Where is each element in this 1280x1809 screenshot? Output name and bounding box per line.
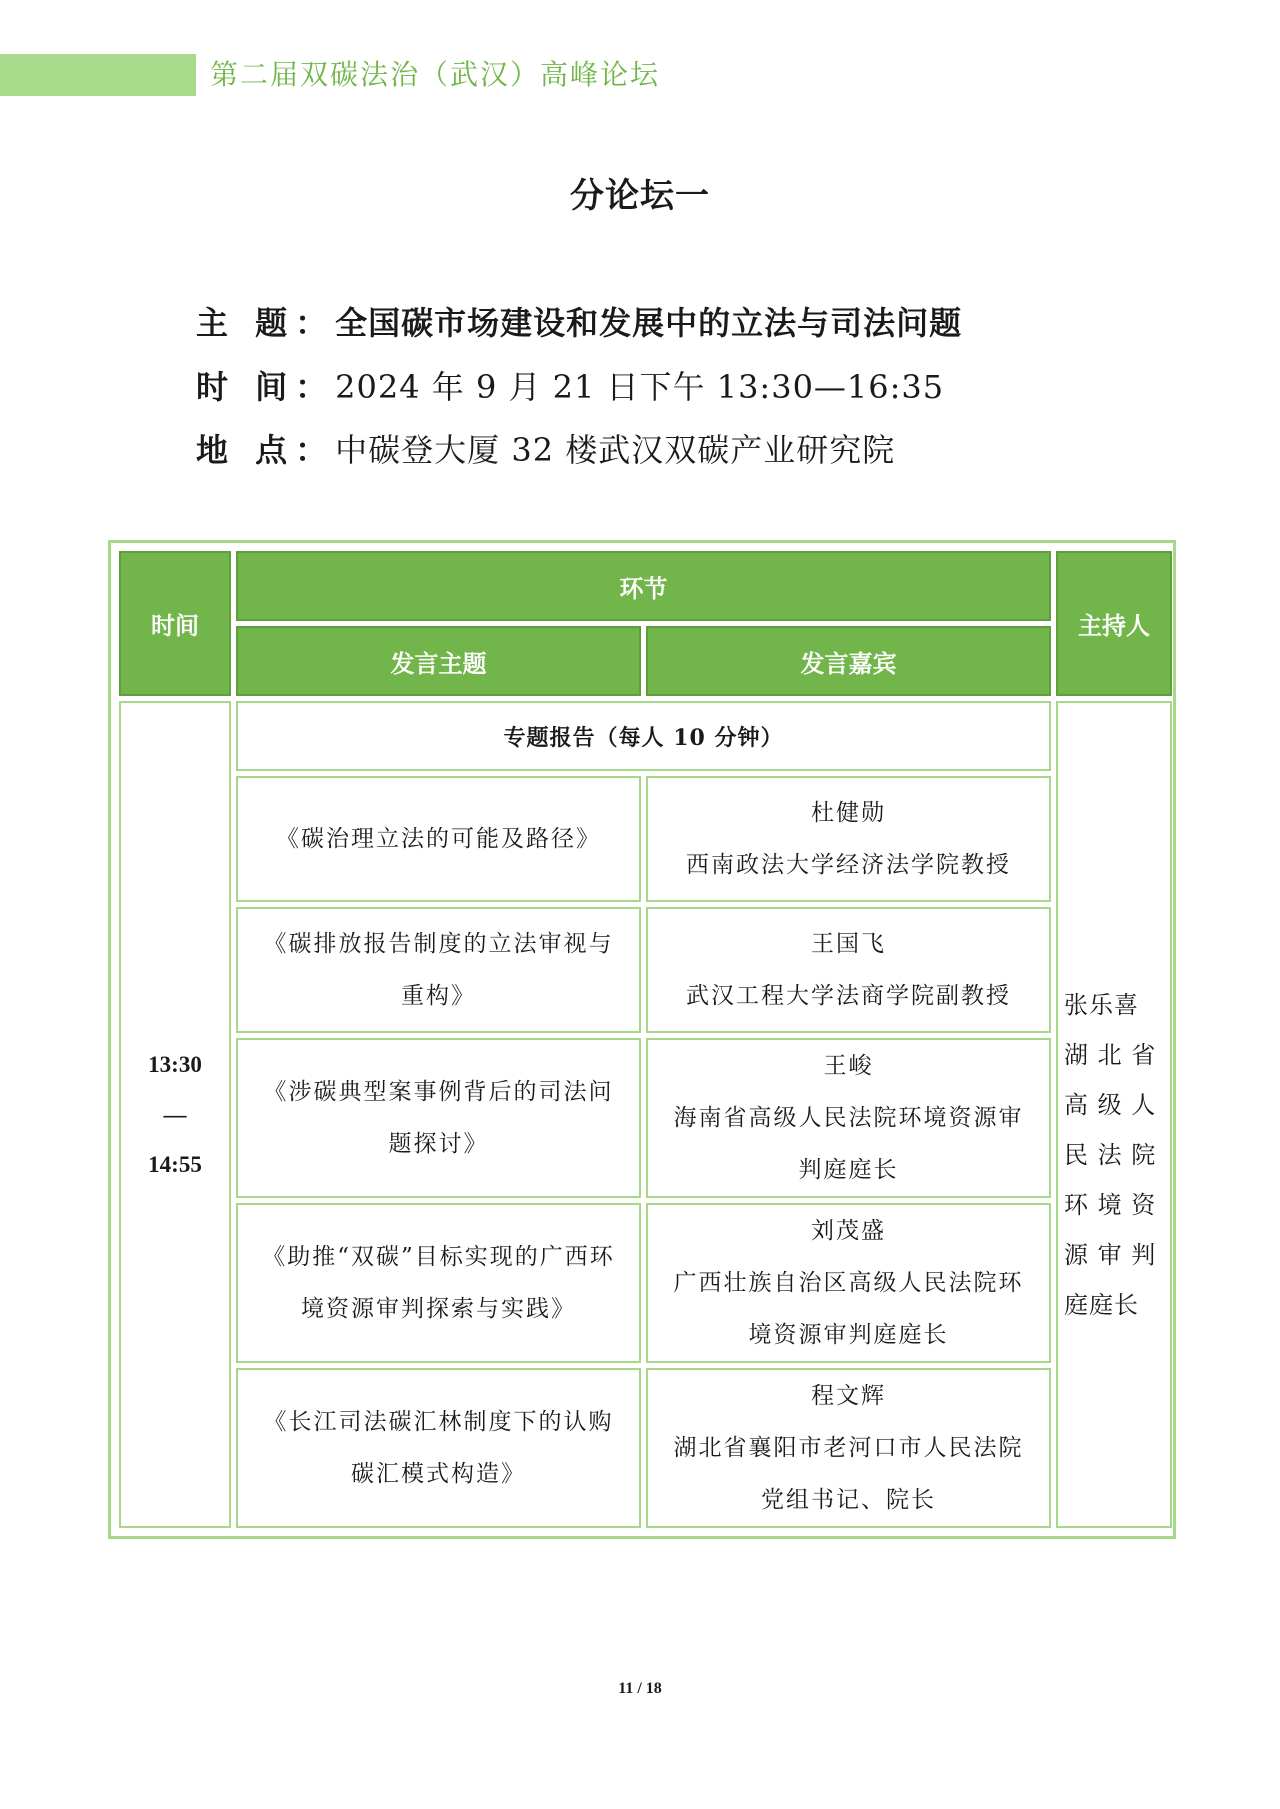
- page-number: 11 / 18: [618, 1680, 662, 1697]
- info-time: [196, 362, 944, 408]
- host-line: 民 法 院: [1064, 1140, 1157, 1169]
- place-label: 地 点：: [196, 431, 336, 469]
- guest-cell: [646, 1203, 1051, 1363]
- topic-line: 《长江司法碳汇林制度下的认购: [263, 1409, 614, 1435]
- time-end: 14:55: [148, 1151, 202, 1177]
- header-title: 第二届双碳法治（武汉）高峰论坛: [210, 58, 661, 91]
- time-value: 2024 年 9 月 21 日下午 13:30—16:35: [335, 368, 945, 406]
- host-line: 张乐喜: [1064, 990, 1139, 1019]
- host-line: 湖 北 省: [1064, 1040, 1157, 1069]
- forum-title: 分论坛一: [570, 176, 710, 216]
- place-value: 中碳登大厦 32 楼武汉双碳产业研究院: [335, 431, 896, 469]
- time-dash: —: [163, 1101, 187, 1127]
- guest-cell: [646, 776, 1051, 902]
- topic-line: 《涉碳典型案事例背后的司法问: [263, 1079, 614, 1105]
- session-label: 专题报告（每人 10 分钟）: [236, 701, 1051, 771]
- header-host: 主持人: [1056, 551, 1172, 696]
- topic-line: 境资源审判探索与实践》: [301, 1296, 576, 1322]
- guest-line: 武汉工程大学法商学院副教授: [686, 983, 1011, 1009]
- guest-line: 海南省高级人民法院环境资源审: [673, 1105, 1024, 1131]
- guest-line: 境资源审判庭庭长: [748, 1322, 949, 1348]
- topic-cell: [236, 776, 641, 902]
- host-line: 环 境 资: [1064, 1190, 1157, 1219]
- header-section: 环节: [236, 551, 1051, 621]
- time-start: 13:30: [148, 1051, 202, 1077]
- guest-name: 刘茂盛: [811, 1218, 886, 1244]
- theme-label: 主 题：: [196, 304, 336, 342]
- guest-line: 西南政法大学经济法学院教授: [686, 852, 1011, 878]
- session-time-cell: [119, 701, 231, 1528]
- agenda-table: [114, 546, 1177, 1533]
- guest-name: 王峻: [823, 1053, 874, 1079]
- header-time: 时间: [119, 551, 231, 696]
- topic-line: 题探讨》: [388, 1131, 489, 1157]
- host-line: 高 级 人: [1064, 1090, 1157, 1119]
- host-text: [1064, 980, 1164, 1330]
- host-line: 源 审 判: [1064, 1240, 1157, 1269]
- topic-cell: [236, 1368, 641, 1528]
- host-cell: [1056, 701, 1172, 1528]
- time-label: 时 间：: [196, 368, 336, 406]
- topic-line: 《助推“双碳”目标实现的广西环: [262, 1244, 615, 1270]
- header-color-band: [0, 54, 196, 96]
- agenda-table-frame: [108, 540, 1176, 1539]
- topic-cell: [236, 907, 641, 1033]
- topic-line: 重构》: [401, 983, 476, 1009]
- topic-line: 碳汇模式构造》: [351, 1461, 526, 1487]
- info-theme: [196, 298, 962, 344]
- guest-cell: [646, 1368, 1051, 1528]
- header-guest: 发言嘉宾: [646, 626, 1051, 696]
- guest-line: 党组书记、院长: [761, 1487, 936, 1513]
- guest-cell: [646, 907, 1051, 1033]
- guest-line: 判庭庭长: [798, 1157, 899, 1183]
- table-row: [119, 776, 1172, 902]
- host-line: 庭庭长: [1064, 1290, 1139, 1319]
- table-row: [119, 907, 1172, 1033]
- table-row: [119, 1038, 1172, 1198]
- guest-name: 杜健勋: [811, 800, 886, 826]
- table-row: [119, 1368, 1172, 1528]
- info-place: [196, 425, 895, 471]
- guest-name: 程文辉: [811, 1383, 886, 1409]
- guest-line: 广西壮族自治区高级人民法院环: [673, 1270, 1024, 1296]
- topic-line: 《碳排放报告制度的立法审视与: [263, 931, 614, 957]
- topic-line: 《碳治理立法的可能及路径》: [276, 826, 601, 852]
- guest-name: 王国飞: [811, 931, 886, 957]
- guest-line: 湖北省襄阳市老河口市人民法院: [673, 1435, 1024, 1461]
- topic-cell: [236, 1203, 641, 1363]
- table-row: [119, 1203, 1172, 1363]
- topic-cell: [236, 1038, 641, 1198]
- theme-value: 全国碳市场建设和发展中的立法与司法问题: [335, 304, 963, 342]
- header-topic: 发言主题: [236, 626, 641, 696]
- guest-cell: [646, 1038, 1051, 1198]
